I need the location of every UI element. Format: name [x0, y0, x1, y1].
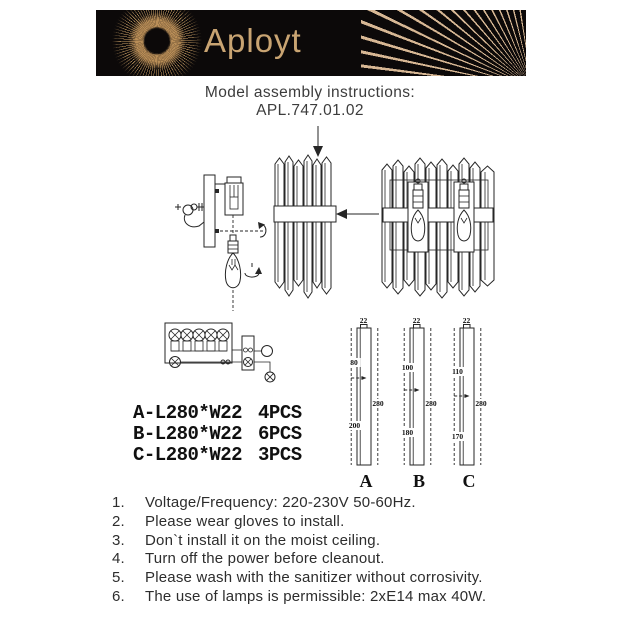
rotate-arrow-icon	[258, 222, 266, 237]
item-number: 5.	[112, 569, 125, 587]
item-number: 1.	[112, 494, 125, 511]
swivel-bracket	[175, 203, 204, 227]
item-text: Don`t install it on the moist ceiling.	[145, 531, 381, 549]
item-number: 6.	[112, 587, 125, 605]
part-qty: 6PCS	[258, 423, 302, 445]
item-text: Voltage/Frequency: 220-230V 50-60Hz.	[145, 494, 416, 511]
brand-name: Aployt	[204, 22, 302, 59]
crystal-rods	[382, 158, 494, 298]
dimension-figure-c	[451, 315, 487, 493]
width-dim: 22	[412, 316, 421, 325]
rod-outline	[410, 328, 424, 465]
figure-label: C	[462, 471, 476, 491]
width-dim: 22	[462, 316, 471, 325]
instruction-item	[112, 569, 542, 588]
item-number: 3.	[112, 531, 125, 549]
bracket-assembly-diagram	[175, 163, 275, 315]
connector-block	[242, 336, 254, 370]
crystal-rods	[275, 155, 331, 298]
candle-bulb	[225, 235, 240, 288]
instruction-list	[112, 494, 542, 607]
instruction-item	[112, 532, 542, 551]
model-number: APL.747.01.02	[256, 101, 364, 119]
lamp-unit	[454, 179, 474, 252]
upper-dim: 80	[350, 358, 358, 367]
brand-banner	[96, 10, 526, 76]
lamp-unit	[408, 179, 428, 252]
assembled-sconce-diagram	[382, 156, 502, 302]
title-block	[0, 84, 620, 119]
part-code: B-L280*W22	[133, 423, 243, 445]
lower-dim: 200	[348, 421, 361, 430]
item-text: Please wear gloves to install.	[145, 512, 345, 530]
length-dim: 280	[475, 399, 487, 408]
part-qty: 4PCS	[258, 402, 302, 424]
lower-dim: 180	[401, 428, 414, 437]
sunburst-logo-icon	[111, 10, 203, 76]
figure-label: B	[412, 471, 425, 491]
sheet-title: Model assembly instructions:	[204, 84, 416, 101]
dimension-figure-b	[401, 315, 437, 493]
crystal-panel-diagram	[274, 154, 336, 302]
item-text: The use of lamps is permissible: 2xE14 max 40W.	[145, 587, 487, 605]
rod-outline	[357, 328, 371, 465]
instruction-item	[112, 513, 542, 532]
dimension-figure-a	[348, 315, 384, 493]
figure-label: A	[359, 471, 373, 491]
width-dim: 22	[359, 316, 368, 325]
left-arrow-icon	[336, 206, 380, 222]
lamp-symbol	[265, 372, 275, 382]
rays-decoration-icon	[361, 10, 526, 76]
upper-dim: 110	[452, 367, 463, 376]
lower-dim: 170	[451, 432, 464, 441]
instruction-item	[112, 588, 542, 607]
instruction-item	[112, 494, 542, 513]
part-qty: 3PCS	[258, 444, 302, 466]
part-row	[133, 403, 302, 424]
wiring-diagram	[162, 320, 294, 392]
length-dim: 280	[372, 399, 384, 408]
mounting-band	[383, 208, 493, 222]
part-row	[133, 424, 302, 445]
wire-loop	[262, 346, 273, 357]
item-text: Turn off the power before cleanout.	[145, 550, 385, 568]
parts-list	[133, 403, 302, 466]
rotate-arrow-icon	[245, 263, 262, 277]
lamp-socket	[215, 177, 243, 215]
item-number: 4.	[112, 550, 125, 568]
item-text: Please wash with the sanitizer without corrosivity.	[145, 569, 483, 587]
part-code: C-L280*W22	[133, 444, 243, 466]
upper-dim: 100	[401, 363, 414, 372]
length-dim: 280	[425, 399, 437, 408]
wall-plate	[204, 175, 219, 247]
mounting-band	[274, 206, 336, 222]
item-number: 2.	[112, 512, 125, 530]
wire	[254, 362, 270, 372]
instruction-item	[112, 550, 542, 569]
part-code: A-L280*W22	[133, 402, 243, 424]
part-row	[133, 445, 302, 466]
